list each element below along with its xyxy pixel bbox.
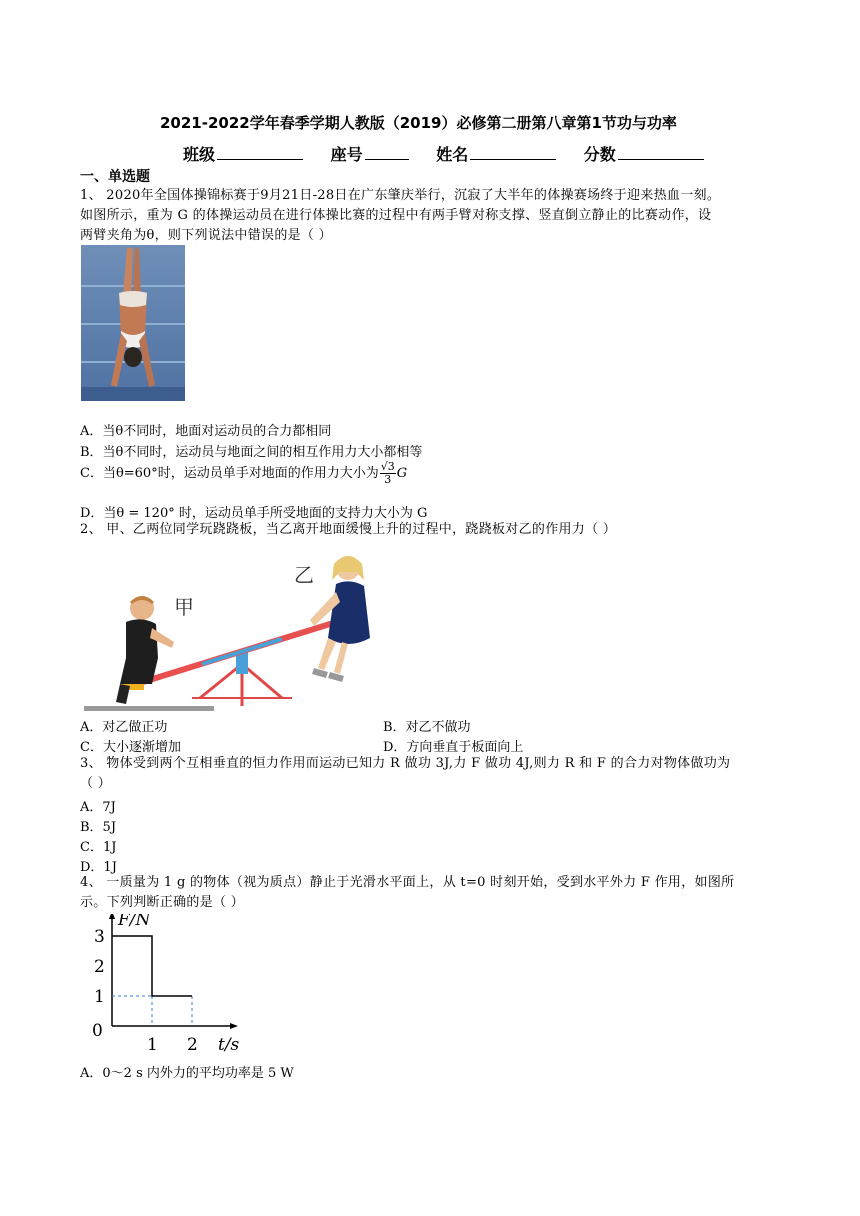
label-jia: 甲 (174, 595, 194, 619)
name-field[interactable] (470, 145, 556, 160)
q3-option-c[interactable]: C．1J (80, 840, 117, 855)
q4-option-a[interactable]: A．0～2 s 内外力的平均功率是 5 W (80, 1066, 294, 1081)
page-title: 2021-2022学年春季学期人教版（2019）必修第二册第八章第1节功与功率 (160, 114, 677, 132)
class-field[interactable] (217, 145, 303, 160)
q2-option-d[interactable]: D．方向垂直于板面向上 (383, 740, 524, 755)
x-axis-arrow (230, 1023, 238, 1029)
q3-option-b[interactable]: B．5J (80, 820, 117, 835)
name-label: 姓名 (436, 145, 469, 164)
label-yi: 乙 (294, 563, 314, 587)
section-heading: 一、单选题 (80, 169, 150, 185)
q3-stem-line2: （ ） (80, 776, 112, 791)
header-fields (183, 142, 726, 165)
origin-label: 0 (92, 1021, 103, 1041)
seat-label: 座号 (330, 145, 363, 164)
class-label: 班级 (183, 145, 216, 164)
fraction-denominator: 3 (384, 473, 392, 486)
q4-stem-line2: 示。下列判断正确的是（ ） (80, 895, 245, 910)
score-label: 分数 (583, 145, 616, 164)
chart-axes (109, 914, 238, 1029)
q4-stem-line1: 4、 一质量为 1 g 的物体（视为质点）静止于光滑水平面上，从 t=0 时刻开始，受到水平外力 F 作用，如图所 (80, 875, 735, 890)
q1-option-c-suffix: G (396, 466, 408, 481)
score-field[interactable] (618, 145, 704, 160)
x-axis-label: t/s (218, 1035, 240, 1052)
seesaw-illustration (82, 546, 382, 714)
q2-stem: 2、 甲、乙两位同学玩跷跷板，当乙离开地面缓慢上升的过程中，跷跷板对乙的作用力（ ） (80, 522, 617, 537)
q1-stem-line2: 如图所示，重为 G 的体操运动员在进行体操比赛的过程中有两手臂对称支撑、竖直倒立静止的比赛动作，设 (80, 208, 712, 223)
q2-option-c[interactable]: C．大小逐渐增加 (80, 740, 181, 755)
gymnast-photo (81, 245, 185, 401)
chart-labels (92, 914, 240, 1052)
q1-option-d[interactable]: D．当θ = 120° 时，运动员单手所受地面的支持力大小为 G (80, 506, 428, 521)
q3-option-a[interactable]: A．7J (80, 800, 116, 815)
y-tick-label: 3 (94, 927, 105, 947)
y-axis-label: F/N (118, 914, 151, 930)
x-tick-label: 1 (147, 1035, 158, 1052)
q2-option-a[interactable]: A．对乙做正功 (80, 720, 168, 735)
q1-stem-line3: 两臂夹角为θ，则下列说法中错误的是（ ） (80, 228, 332, 243)
q1-option-a[interactable]: A．当θ不同时，地面对运动员的合力都相同 (80, 424, 332, 439)
q1-option-c-text: C．当θ=60°时，运动员单手对地面的作用力大小为 (80, 466, 379, 481)
chart-series (112, 936, 192, 1026)
q2-option-b[interactable]: B．对乙不做功 (383, 720, 471, 735)
q3-stem-line1: 3、 物体受到两个互相垂直的恒力作用而运动已知力 R 做功 3J,力 F 做功 4J,则力 R 和 F 的合力对物体做功为 (80, 756, 731, 771)
q1-stem-line1: 1、 2020年全国体操锦标赛于9月21日-28日在广东肇庆举行，沉寂了大半年的体操赛场终于迎来热血一刻。 (80, 188, 721, 203)
y-axis-arrow (109, 914, 115, 919)
force-time-chart (84, 914, 254, 1052)
fraction (380, 461, 396, 486)
q3-option-d[interactable]: D．1J (80, 860, 117, 875)
y-tick-label: 2 (94, 957, 105, 977)
q1-option-c[interactable] (80, 461, 407, 486)
fraction-numerator: √3 (380, 460, 395, 473)
y-tick-label: 1 (94, 987, 105, 1007)
x-tick-label: 2 (187, 1035, 198, 1052)
force-series-line (112, 936, 192, 996)
seat-field[interactable] (365, 145, 409, 160)
q1-option-b[interactable]: B．当θ不同时，运动员与地面之间的相互作用力大小都相等 (80, 445, 423, 460)
